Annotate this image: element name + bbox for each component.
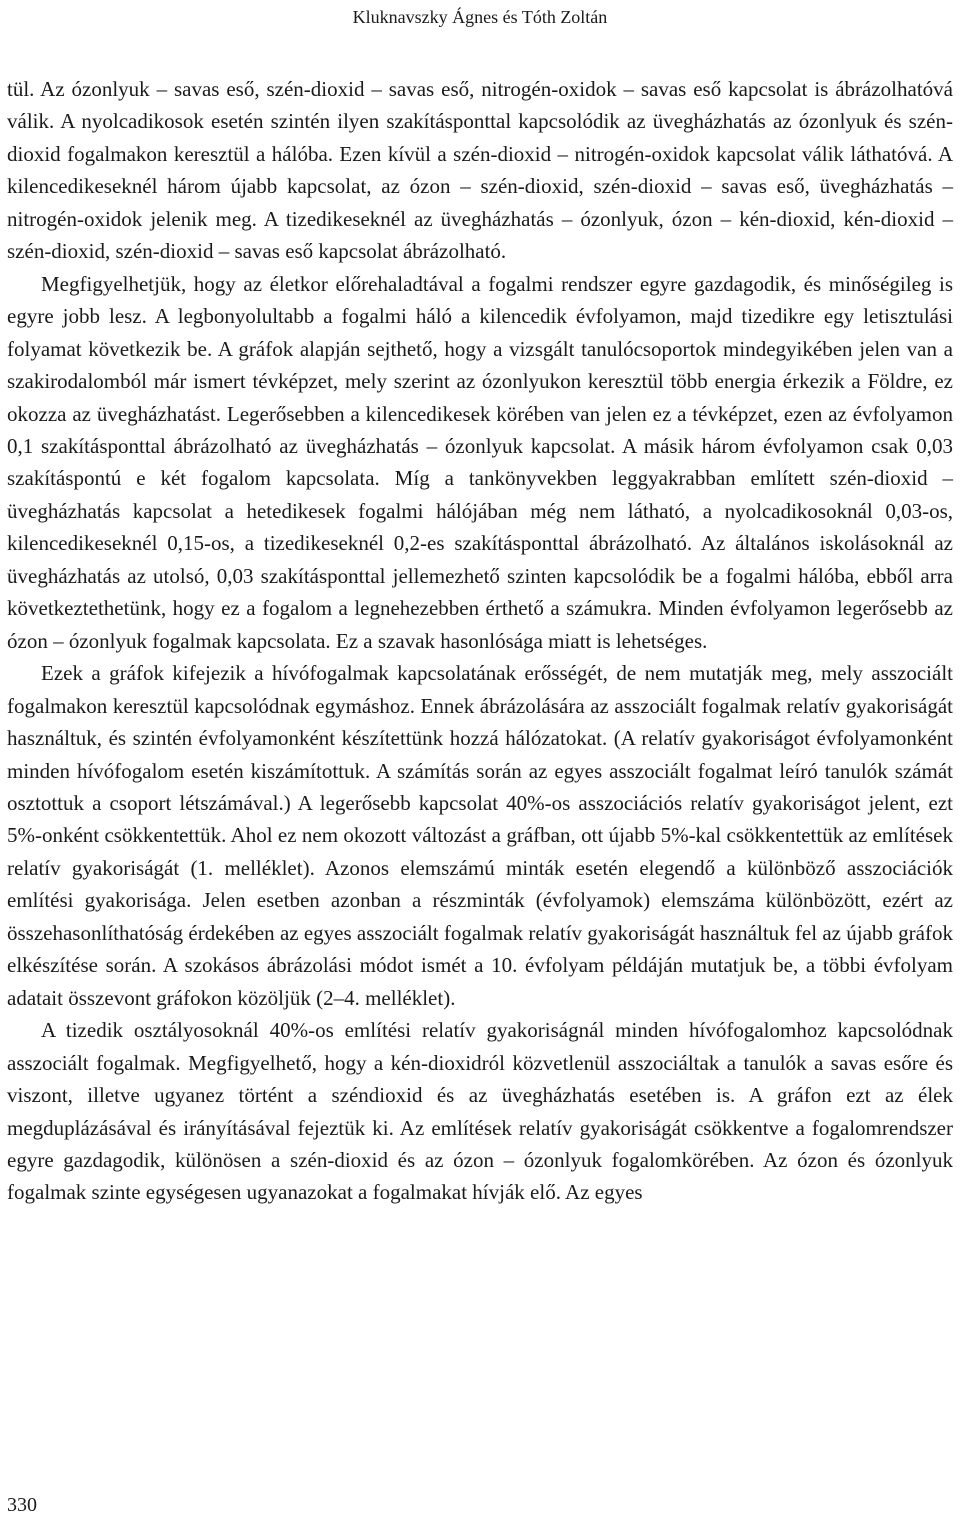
body-text: [7, 73, 953, 1209]
paragraph: Megfigyelhetjük, hogy az életkor előrehaladtával a fogalmi rendszer egyre gazdagodik, és minőségileg is egyre jobb lesz. A legbonyolultabb a fogalmi háló a kilencedik évfolyamon, majd tizedikre egy letisztulási folyamat következik be. A gráfok alapján sejthető, hogy a vizsgált tanulócsoportok mindegyikében jelen van a szakirodalomból már ismert tévképzet, mely szerint az ózonlyukon keresztül több energia érkezik a Földre, ez okozza az üvegházhatást. Legerősebben a kilencedikesek körében van jelen ez a tévképzet, ezen az évfolyamon 0,1 szakításponttal ábrázolható az üvegházhatás – ózonlyuk kapcsolat. A másik három évfolyamon csak 0,03 szakításpontú e két fogalom kapcsolata. Míg a tankönyvekben leggyakrabban említett szén-dioxid – üvegházhatás kapcsolat a hetedikesek fogalmi hálójában még nem látható, a nyolcadikosoknál 0,03-os, kilencedikeseknél 0,15-os, a tizedikeseknél 0,2-es szakításponttal ábrázolható. Az általános iskolásoknál az üvegházhatás az utolsó, 0,03 szakításponttal jellemezhető szinten kapcsolódik be a fogalmi hálóba, ebből arra következtethetünk, hogy ez a fogalom a legnehezebben érthető a számukra. Minden évfolyamon legerősebb az ózon – ózonlyuk fogalmak kapcsolata. Ez a szavak hasonlósága miatt is lehetséges.: [7, 271, 953, 653]
paragraph: Ezek a gráfok kifejezik a hívófogalmak kapcsolatának erősségét, de nem mutatják meg, mely asszociált fogalmakon keresztül kapcsolódnak egymáshoz. Ennek ábrázolására az asszociált fogalmak relatív gyakoriságát használtuk, és szintén évfolyamonként készítettünk hozzá hálózatokat. (A relatív gyakoriságot évfolyamonként minden hívófogalom esetén kiszámítottuk. A számítás során az egyes asszociált fogalmat leíró tanulók számát osztottuk a csoport létszámával.) A legerősebb kapcsolat 40%-os asszociációs relatív gyakoriságot jelent, ezt 5%-onként csökkentettük. Ahol ez nem okozott változást a gráfban, ott újabb 5%-kal csökkentettük az említések relatív gyakoriságát (1. melléklet). Azonos elemszámú minták esetén elegendő a különböző asszociációk említési gyakorisága. Jelen esetben azonban a részminták (évfolyamok) elemszáma különbözött, ezért az összehasonlíthatóság érdekében az egyes asszociált fogalmak relatív gyakoriságát használtuk fel az újabb gráfok elkészítése során. A szokásos ábrázolási módot ismét a 10. évfolyam példáján mutatjuk be, a többi évfolyam adatait összevont gráfokon közöljük (2–4. melléklet).: [7, 661, 953, 1010]
running-header-authors: Kluknavszky Ágnes és Tóth Zoltán: [352, 7, 608, 27]
paragraph-continuation: tül. Az ózonlyuk – savas eső, szén-dioxid – savas eső, nitrogén-oxidok – savas eső kapcsolat is ábrázolhatóvá válik. A nyolcadikosok esetén szintén ilyen szakításponttal kapcsolódik az üvegházhatás az ózonlyuk és szén-dioxid fogalmakon keresztül a hálóba. Ezen kívül a szén-dioxid – nitrogén-oxidok kapcsolat válik láthatóvá. A kilencedikeseknél három újabb kapcsolat, az ózon – szén-dioxid, szén-dioxid – savas eső, üvegházhatás – nitrogén-oxidok jelenik meg. A tizedikeseknél az üvegházhatás – ózonlyuk, ózon – kén-dioxid, kén-dioxid – szén-dioxid, szén-dioxid – savas eső kapcsolat ábrázolható.: [7, 77, 953, 264]
paragraph: A tizedik osztályosoknál 40%-os említési relatív gyakoriságnál minden hívófogalomhoz kapcsolódnak asszociált fogalmak. Megfigyelhető, hogy a kén-dioxidról közvetlenül asszociáltak a tanulók a savas esőre és viszont, illetve ugyanez történt a széndioxid és az üvegházhatás esetében is. A gráfon ezt az élek megduplázásával és irányításával fejeztük ki. Az említések relatív gyakoriságát csökkentve a fogalomrendszer egyre gazdagodik, különösen a szén-dioxid és az ózon – ózonlyuk fogalomkörében. Az ózon és ózonlyuk fogalmak szinte egységesen ugyanazokat a fogalmakat hívják elő. Az egyes: [7, 1018, 953, 1205]
page-number: 330: [7, 1494, 37, 1516]
